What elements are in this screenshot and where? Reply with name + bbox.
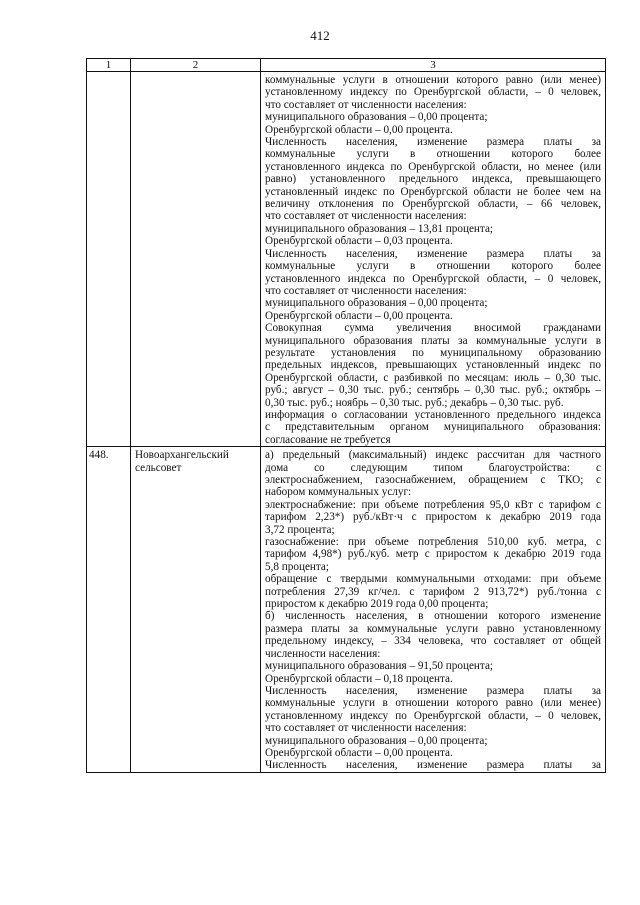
text-line: газоснабжение: при объеме потребления 510,00 куб. метра, с — [265, 536, 601, 549]
text-line: коммунальные услуги в отношении которого более — [265, 148, 601, 161]
text-line: информация о согласовании установленного предельного индекса — [265, 408, 601, 421]
header-col-2: 2 — [131, 59, 261, 72]
table-row-448 — [87, 447, 606, 773]
table-header-row — [87, 59, 606, 72]
text-line: предельному индексу, – 334 человека, что составляет от общей — [265, 635, 601, 648]
text-line: потребления 27,39 кг/чел. с тарифом 2 913,72*) руб./тонна с — [265, 585, 601, 598]
text-line: Оренбургской области, с разбивкой по месяцам: июль – 0,30 тыс. — [265, 371, 601, 384]
row-number-cell — [87, 447, 131, 773]
text-line: с представительным органом муниципального образования: — [265, 421, 601, 434]
text-line: Совокупная сумма увеличения вносимой гражданами — [265, 322, 601, 335]
text-line: что составляет от численности населения: — [265, 722, 467, 735]
text-line: согласование не требуется — [265, 433, 391, 446]
text-line: Оренбургской области – 0,00 процента. — [265, 123, 453, 136]
text-line: Численность населения, изменение размера платы за — [265, 684, 601, 697]
text-line: что составляет от численности населения: — [265, 210, 467, 223]
row-number: 448. — [89, 449, 109, 462]
municipality-name: Новоархангельский сельсовет — [135, 449, 229, 474]
text-line: муниципального образования – 13,81 процента; — [265, 222, 494, 235]
text-line: электроснабжением, газоснабжением, обращением с ТКО; с — [265, 474, 601, 486]
row-number-cell — [87, 72, 131, 447]
row-name-cell — [131, 72, 261, 447]
text-line: 5,8 процента; — [265, 560, 329, 573]
text-line: Оренбургской области – 0,00 процента. — [265, 746, 453, 759]
header-col-1: 1 — [87, 59, 131, 72]
text-line: электроснабжение: при объеме потребления 95,0 кВт с тарифом с — [265, 498, 601, 511]
text-line: что составляет от численности населения: — [265, 284, 467, 297]
text-line: коммунальные услуги в отношении которого равно (или менее) — [265, 697, 601, 710]
text-line: муниципального образования – 0,00 процента; — [265, 734, 488, 747]
text-line: установленного индекса по Оренбургской области, но менее (или — [265, 160, 601, 173]
text-line: муниципального образования платы за коммунальные услуги в — [265, 334, 601, 347]
text-line: численности населения: — [265, 647, 381, 660]
text-line: Численность населения, изменение размера платы за — [265, 247, 601, 260]
text-line: муниципального образования – 91,50 процента; — [265, 660, 494, 673]
text-line: что составляет от численности населения: — [265, 98, 467, 111]
text-line: приростом к декабрю 2019 года 0,00 процента; — [265, 598, 489, 611]
row-description-cell — [261, 72, 606, 447]
text-line: 0,30 тыс. руб.; ноябрь – 0,30 тыс. руб.; декабрь – 0,30 тыс. руб. — [265, 396, 564, 409]
row-name-cell — [131, 447, 261, 773]
text-line: предельных индексов, превышающих установленный индекс по — [265, 359, 601, 372]
text-line: равно) установленного предельного индекса, превышающего — [265, 173, 601, 186]
text-line: установленному индексу по Оренбургской области, – 0 человек, — [265, 86, 601, 99]
text-line: величину отклонения по Оренбургской области, – 66 человек, — [265, 198, 601, 211]
document-table — [86, 58, 606, 773]
text-line: установленный индекс по Оренбургской области не более чем на — [265, 185, 601, 198]
text-line: а) предельный (максимальный) индекс рассчитан для частного — [265, 449, 601, 462]
text-line: коммунальные услуги в отношении которого более — [265, 260, 601, 273]
text-line: коммунальные услуги в отношении которого равно (или менее) — [265, 74, 601, 86]
text-line: установленному индексу по Оренбургской области, – 0 человек, — [265, 709, 601, 722]
text-line: муниципального образования – 0,00 процента; — [265, 297, 488, 310]
text-line: результате установления по муниципальному образованию — [265, 346, 601, 359]
text-line: руб.; август – 0,30 тыс. руб.; сентябрь – 0,30 тыс. руб.; октябрь – — [265, 384, 601, 397]
table-row-continuation — [87, 72, 606, 447]
text-line: установленного индекса по Оренбургской области, – 0 человек, — [265, 272, 601, 285]
text-line: дома со следующим типом благоустройства: с — [265, 461, 601, 474]
text-line: Численность населения, изменение размера платы за — [265, 136, 601, 149]
text-line: 3,72 процента; — [265, 523, 335, 536]
text-line: Оренбургской области – 0,18 процента. — [265, 672, 453, 685]
text-line: размера платы за коммунальные услуги равно установленному — [265, 622, 601, 635]
text-line: тарифом 4,98*) руб./куб. метр с приростом к декабрю 2019 года — [265, 548, 601, 561]
text-line: Оренбургской области – 0,00 процента. — [265, 309, 453, 322]
header-col-3: 3 — [261, 59, 606, 72]
text-line: Оренбургской области – 0,03 процента. — [265, 235, 453, 248]
text-line: Численность населения, изменение размера платы за — [265, 759, 601, 772]
text-line: б) численность населения, в отношении которого изменение — [265, 610, 601, 623]
text-line: обращение с твердыми коммунальными отходами: при объеме — [265, 573, 601, 586]
text-line: муниципального образования – 0,00 процента; — [265, 111, 488, 124]
page-number: 412 — [310, 28, 330, 43]
text-line: тарифом 2,23*) руб./кВт·ч с приростом к декабрю 2019 года — [265, 511, 601, 524]
text-line: набором коммунальных услуг: — [265, 486, 412, 499]
row-description-cell — [261, 447, 606, 773]
